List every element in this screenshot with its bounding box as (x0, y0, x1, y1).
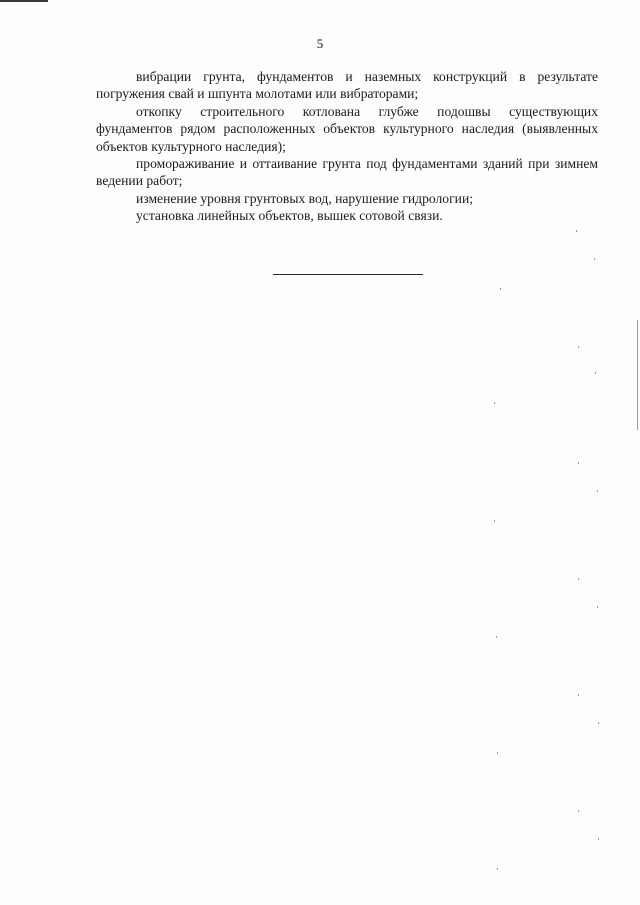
paragraph-towers: установка линейных объектов, вышек сотовой связи. (136, 208, 443, 224)
scan-speck (494, 402, 495, 404)
paragraph-freezing: промораживание и оттаивание грунта под фундаментами зданий при зимнем ведении работ; (96, 156, 598, 189)
scan-speck (494, 520, 495, 522)
scan-speck (578, 694, 579, 696)
scan-speck (497, 868, 498, 870)
scan-edge-line (637, 320, 638, 430)
scan-speck (597, 490, 598, 492)
scan-speck (500, 288, 501, 290)
scan-speck (578, 578, 579, 580)
page-number: 5 (316, 36, 324, 51)
scan-speck (576, 230, 577, 232)
closing-divider (273, 274, 423, 275)
scan-speck (595, 372, 596, 374)
scan-speck (496, 636, 497, 638)
scan-corner-mark (0, 0, 48, 2)
scan-speck (578, 810, 579, 812)
paragraph-vibration: вибрации грунта, фундаментов и наземных конструкций в результате погружения свай и шпунта молотами или вибраторами; (96, 69, 598, 102)
scan-speck (594, 258, 595, 260)
scan-speck (598, 722, 599, 724)
paragraph-excavation: откопку строительного котлована глубже подошвы существующих фундаментов рядом расположенных объектов культурного наследия (выявленных объектов культурного наследия); (96, 103, 598, 154)
paragraph-groundwater: изменение уровня грунтовых вод, нарушение гидрологии; (136, 190, 473, 206)
scan-speck (578, 346, 579, 348)
body-text (96, 68, 598, 225)
scan-speck (497, 752, 498, 754)
scan-speck (597, 606, 598, 608)
scan-speck (598, 838, 599, 840)
scan-speck (578, 462, 579, 464)
